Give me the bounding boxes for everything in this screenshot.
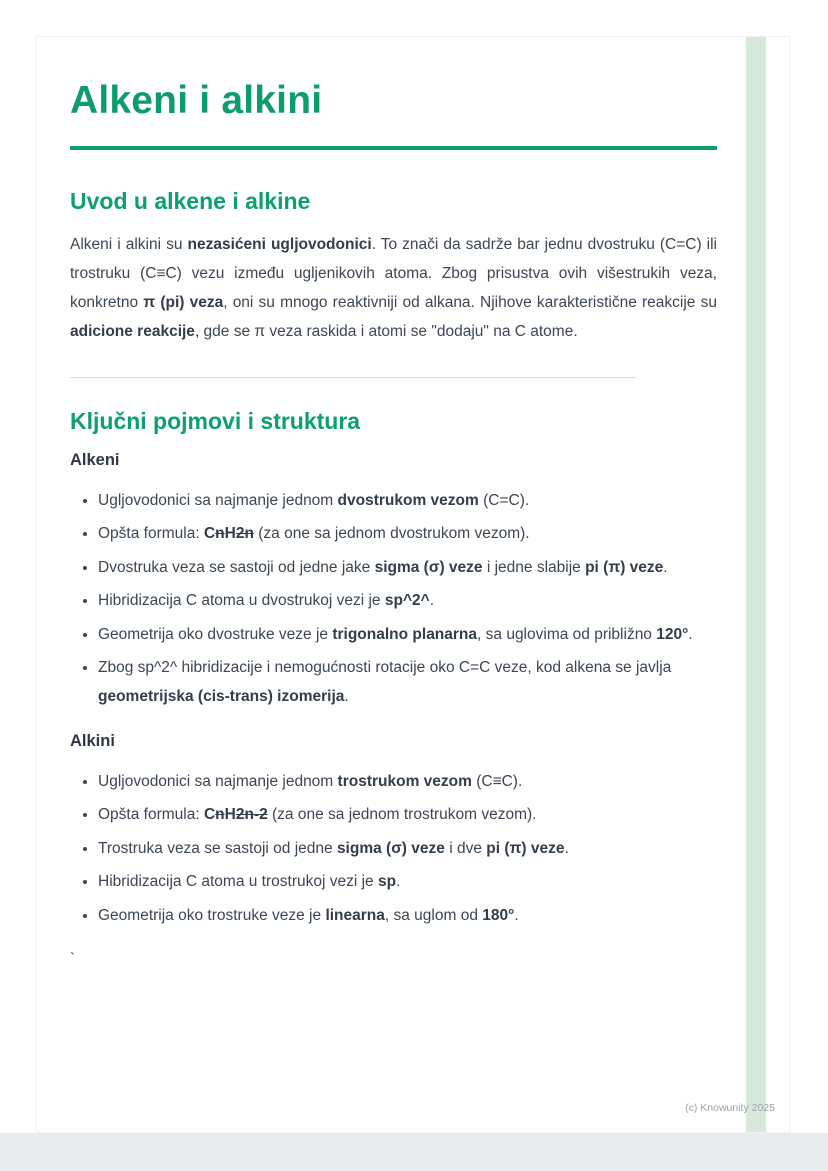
backdrop-band [0, 1133, 828, 1171]
page-title: Alkeni i alkini [70, 79, 323, 122]
alkini-bullet-list [70, 767, 717, 930]
copyright-note: (c) Knowunity 2025 [685, 1102, 775, 1114]
section-heading-intro: Uvod u alkene i alkine [70, 187, 311, 214]
list-item: • Hibridizacija C atoma u dvostrukoj vezi je sp^2^. [98, 586, 717, 615]
list-item: • Dvostruka veza se sastoji od jedne jake sigma (σ) veze i jedne slabije pi (π) veze. [98, 553, 717, 582]
list-item: • Hibridizacija C atoma u trostrukoj vezi je sp. [98, 867, 717, 896]
stray-backtick: ` [70, 950, 75, 968]
title-rule [70, 146, 717, 150]
list-item: • Zbog sp^2^ hibridizacije i nemogućnosti rotacije oko C=C veze, kod alkena se javlja geometrijska (cis-trans) izomerija. [98, 653, 717, 712]
section-heading-key: Ključni pojmovi i struktura [70, 407, 361, 434]
page-content [37, 37, 789, 967]
subheading-alkeni: Alkeni [70, 450, 120, 469]
list-item: • Opšta formula: CnH2n (za one sa jednom dvostrukom vezom). [98, 519, 717, 548]
subheading-alkini: Alkini [70, 731, 115, 750]
list-item: • Trostruka veza se sastoji od jedne sigma (σ) veze i dve pi (π) veze. [98, 834, 717, 863]
alkeni-bullet-list [70, 486, 717, 712]
list-item: • Geometrija oko trostruke veze je linearna, sa uglom od 180°. [98, 901, 717, 930]
intro-paragraph: Alkeni i alkini su nezasićeni ugljovodonici. To znači da sadrže bar jednu dvostruku (C=C) ili trostruku (C≡C) vezu između ugljenikovih atoma. Zbog prisustva ovih višestrukih veza, konkretno π (pi) veza, oni su mnogo reaktivniji od alkana. Njihove karakteristične reakcije su adicione reakcije, gde se π veza raskida i atomi se "dodaju" na C atome. [70, 235, 718, 340]
section-divider [70, 377, 636, 378]
list-item: • Opšta formula: CnH2n-2 (za one sa jednom trostrukom vezom). [98, 800, 717, 829]
list-item: • Ugljovodonici sa najmanje jednom trostrukom vezom (C≡C). [98, 767, 717, 796]
list-item: • Ugljovodonici sa najmanje jednom dvostrukom vezom (C=C). [98, 486, 717, 515]
page [36, 36, 790, 1133]
list-item: • Geometrija oko dvostruke veze je trigonalno planarna, sa uglovima od približno 120°. [98, 620, 717, 649]
